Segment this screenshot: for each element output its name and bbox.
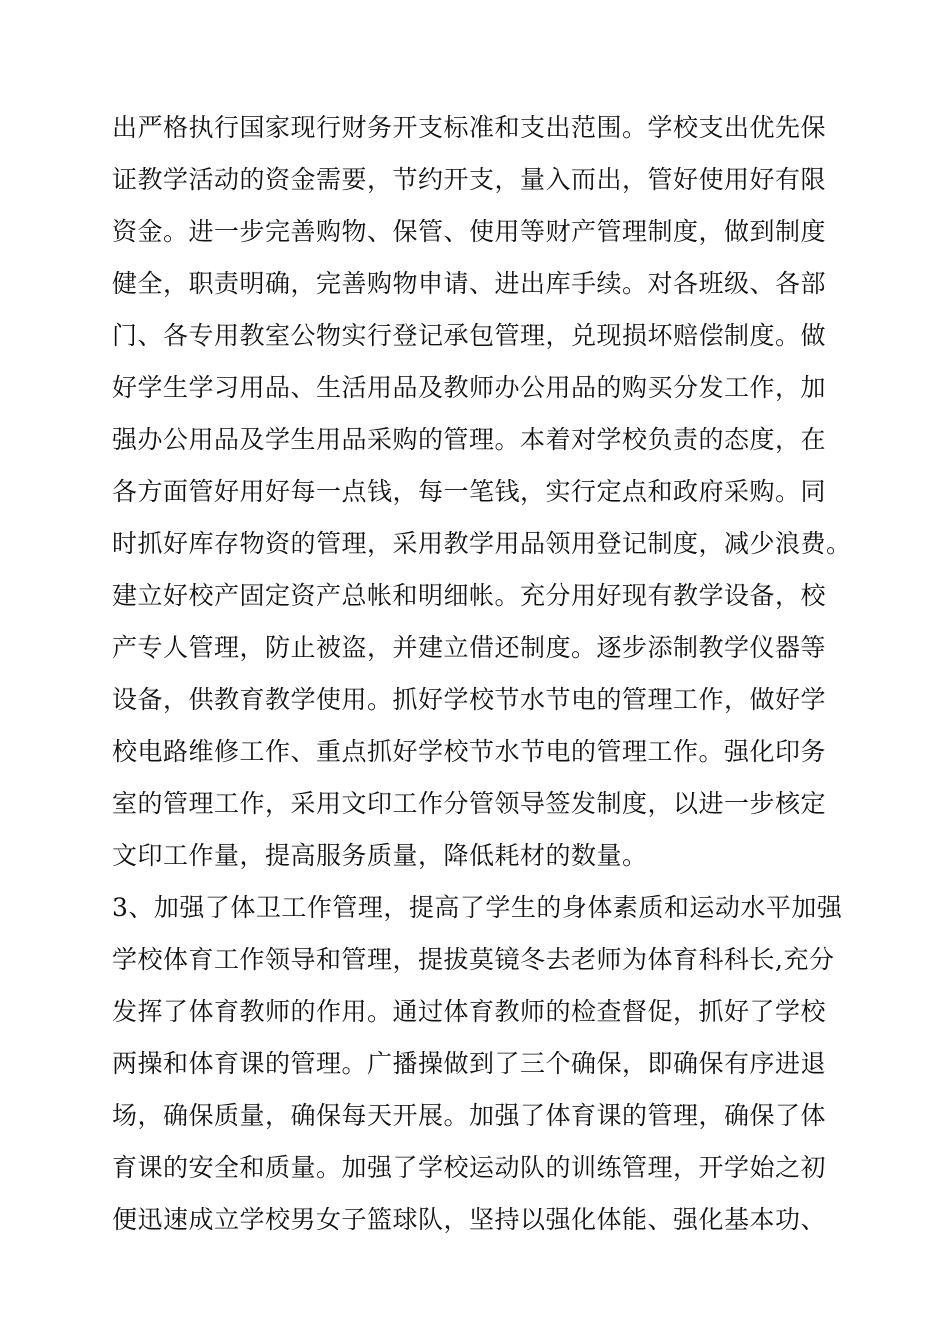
text-line: 建立好校产固定资产总帐和明细帐。充分用好现有教学设备，校 — [112, 581, 827, 610]
text-line: 健全，职责明确，完善购物申请、进出库手续。对各班级、各部 — [112, 269, 827, 298]
text-line: 设备，供教育教学使用。抓好学校节水节电的管理工作，做好学 — [112, 685, 827, 714]
text-line: 便迅速成立学校男女子篮球队，坚持以强化体能、强化基本功、 — [112, 1205, 827, 1234]
text-line: 文印工作量，提高服务质量，降低耗材的数量。 — [112, 841, 648, 870]
text-line: 发挥了体育教师的作用。通过体育教师的检查督促，抓好了学校 — [112, 997, 827, 1026]
text-line: 产专人管理，防止被盗，并建立借还制度。逐步添制教学仪器等 — [112, 633, 827, 662]
text-line: 育课的安全和质量。加强了学校运动队的训练管理，开学始之初 — [112, 1153, 827, 1182]
text-line: 校电路维修工作、重点抓好学校节水节电的管理工作。强化印务 — [112, 737, 827, 766]
section-heading-line: 3、加强了体卫工作管理，提高了学生的身体素质和运动水平加强 — [112, 893, 843, 922]
text-line: 室的管理工作，采用文印工作分管领导签发制度，以进一步核定 — [112, 789, 827, 818]
body-text — [112, 102, 852, 1246]
text-line: 学校体育工作领导和管理，提拔莫镜冬去老师为体育科科长,充分 — [112, 945, 835, 974]
text-line: 各方面管好用好每一点钱，每一笔钱，实行定点和政府采购。同 — [112, 477, 827, 506]
text-line: 场，确保质量，确保每天开展。加强了体育课的管理，确保了体 — [112, 1101, 827, 1130]
text-line: 门、各专用教室公物实行登记承包管理，兑现损坏赔偿制度。做 — [112, 321, 827, 350]
text-line: 出严格执行国家现行财务开支标准和支出范围。学校支出优先保 — [112, 113, 827, 142]
text-line: 强办公用品及学生用品采购的管理。本着对学校负责的态度，在 — [112, 425, 827, 454]
text-line: 证教学活动的资金需要，节约开支，量入而出，管好使用好有限 — [112, 165, 827, 194]
text-line: 两操和体育课的管理。广播操做到了三个确保，即确保有序进退 — [112, 1049, 827, 1078]
text-line: 时抓好库存物资的管理，采用教学用品领用登记制度，减少浪费。 — [112, 529, 852, 558]
text-line: 资金。进一步完善购物、保管、使用等财产管理制度，做到制度 — [112, 217, 827, 246]
text-line: 好学生学习用品、生活用品及教师办公用品的购买分发工作，加 — [112, 373, 827, 402]
